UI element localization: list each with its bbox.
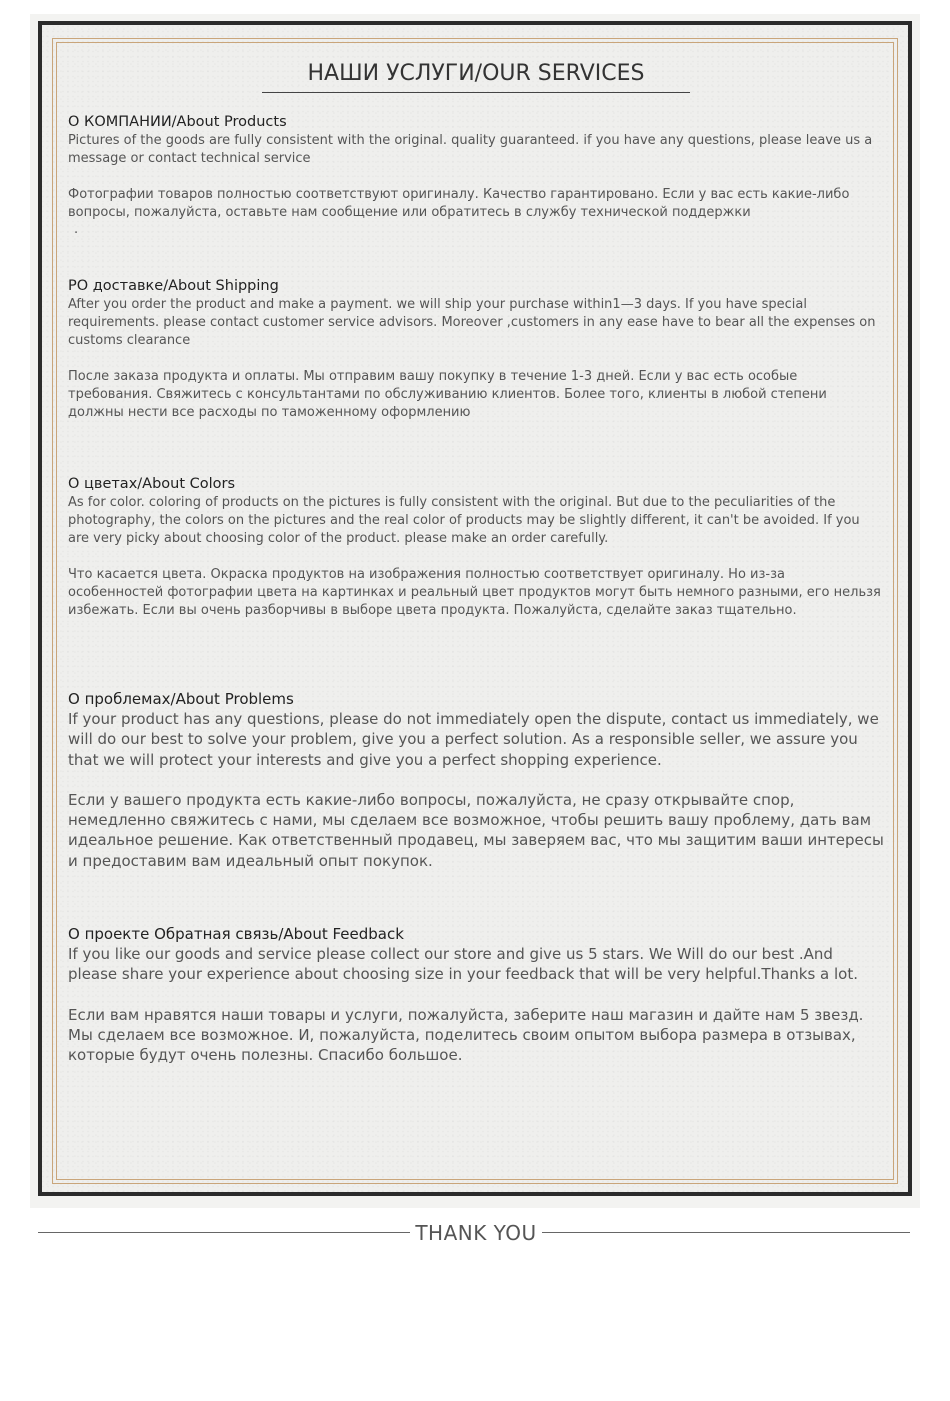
section-about-shipping [68,277,884,422]
section-heading: О проблемах/About Problems [68,690,294,708]
thank-you-divider [38,1220,910,1246]
section-text-ru: Если у вашего продукта есть какие-либо вопросы, пожалуйста, не сразу открывайте спор, немедленно свяжитесь с нами, мы сделаем все возможное, чтобы решить вашу проблему, дать вам идеальное решение. Как ответственный продавец, мы заверяем вас, что мы защитим ваши интересы и предоставим вам идеальный опыт покупок. [68,790,884,870]
section-heading: О проекте Обратная связь/About Feedback [68,925,404,943]
stray-dot: . [74,222,79,237]
section-text-en: If you like our goods and service please collect our store and give us 5 stars. We Will do our best .And please share your experience about choosing size in your feedback that will be very helpful.Thanks a lot. [68,945,859,984]
page-title: НАШИ УСЛУГИ/OUR SERVICES [262,58,690,93]
section-text-en: Pictures of the goods are fully consistent with the original. quality guaranteed. if you have any questions, please leave us a message or contact technical service [68,133,873,166]
section-text-ru: После заказа продукта и оплаты. Мы отправим вашу покупку в течение 1-3 дней. Если у вас есть особые требования. Свяжитесь с консультантами по обслуживанию клиентов. Более того, клиенты в любой степени должны нести все расходы по таможенному оформлению [68,369,827,420]
section-text-en: After you order the product and make a payment. we will ship your purchase within1—3 days. If you have special requirements. please contact customer service advisors. Moreover ,customers in any ease have to bear all the expenses on customs clearance [68,297,876,348]
section-text-ru: Что касается цвета. Окраска продуктов на изображения полностью соответствует оригиналу. Но из-за особенностей фотографии цвета на картинках и реальный цвет продуктов могут быть немного разными, его нельзя избежать. Если вы очень разборчивы в выборе цвета продукта. Пожалуйста, сделайте заказ тщательно. [68,567,881,618]
section-heading: О цветах/About Colors [68,476,236,492]
section-about-problems [68,689,884,871]
section-about-colors [68,475,884,620]
section-text-ru: Фотографии товаров полностью соответствуют оригиналу. Качество гарантировано. Если у вас есть какие-либо вопросы, пожалуйста, оставьте нам сообщение или обратитесь в службу технической поддержки [68,187,850,220]
section-text-ru: Если вам нравятся наши товары и услуги, пожалуйста, заберите наш магазин и дайте нам 5 звезд. Мы сделаем все возможное. И, пожалуйста, поделитесь своим опытом выбора размера в отзывах, которые будут очень полезны. Спасибо большое. [68,1005,864,1065]
section-heading: PO доставке/About Shipping [68,278,279,294]
section-text-en: As for color. coloring of products on the pictures is fully consistent with the original. But due to the peculiarities of the photography, the colors on the pictures and the real color of products may be slightly different, it can't be avoided. If you are very picky about choosing color of the product. please make an order carefully. [68,495,860,546]
section-about-feedback [68,924,884,1065]
divider-line-right [542,1232,910,1233]
divider-line-left [38,1232,410,1233]
thank-you-text: THANK YOU [415,1221,537,1245]
section-about-products [68,113,884,238]
section-text-en: If your product has any questions, please do not immediately open the dispute, contact us immediately, we will do our best to solve your problem, give you a perfect solution. As a responsible seller, we assure you that we will protect your interests and give you a perfect shopping experience. [68,710,879,769]
section-heading: О КОМПАНИИ/About Products [68,114,287,130]
